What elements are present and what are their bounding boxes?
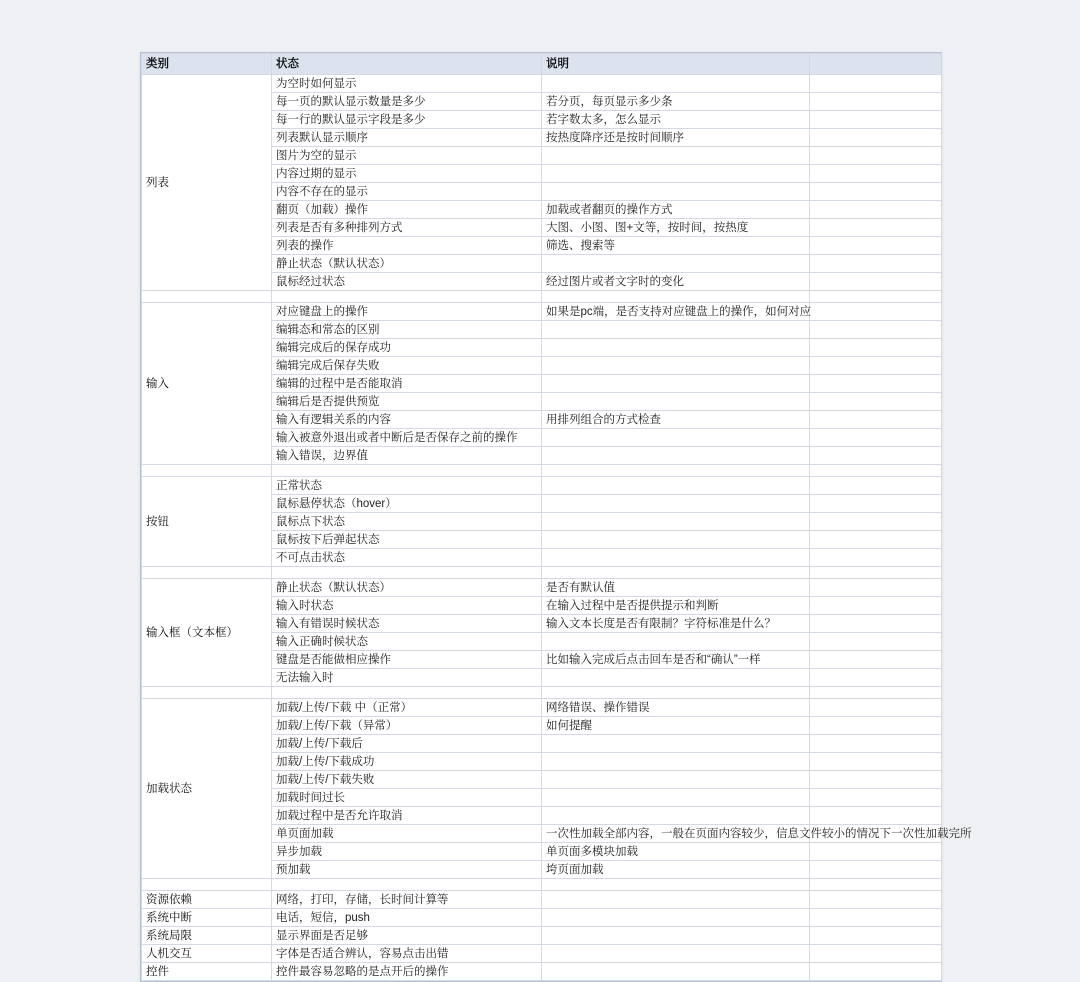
spacer-cell [142, 567, 272, 579]
description-cell[interactable] [542, 531, 810, 549]
status-cell[interactable]: 控件最容易忽略的是点开后的操作 [272, 963, 542, 981]
extra-cell[interactable] [810, 393, 942, 411]
description-cell[interactable] [542, 549, 810, 567]
extra-cell[interactable] [810, 861, 942, 879]
category-cell[interactable]: 人机交互 [142, 945, 272, 963]
status-cell[interactable]: 加载过程中是否允许取消 [272, 807, 542, 825]
description-cell[interactable]: 若分页，每页显示多少条 [542, 93, 810, 111]
extra-cell[interactable] [810, 549, 942, 567]
status-cell[interactable]: 鼠标经过状态 [272, 273, 542, 291]
extra-cell[interactable] [810, 237, 942, 255]
extra-cell[interactable] [810, 219, 942, 237]
status-cell[interactable]: 预加载 [272, 861, 542, 879]
description-cell[interactable] [542, 807, 810, 825]
status-cell[interactable]: 不可点击状态 [272, 549, 542, 567]
extra-cell[interactable] [810, 579, 942, 597]
description-cell[interactable]: 输入文本长度是否有限制？字符标准是什么？ [542, 615, 810, 633]
category-cell[interactable]: 输入 [142, 303, 272, 465]
extra-cell[interactable] [810, 753, 942, 771]
status-cell[interactable]: 输入时状态 [272, 597, 542, 615]
extra-cell[interactable] [810, 375, 942, 393]
extra-cell[interactable] [810, 321, 942, 339]
extra-cell[interactable] [810, 147, 942, 165]
status-cell[interactable]: 每一页的默认显示数量是多少 [272, 93, 542, 111]
description-cell[interactable] [542, 339, 810, 357]
description-cell[interactable] [542, 513, 810, 531]
extra-cell[interactable] [810, 735, 942, 753]
spacer-cell [272, 879, 542, 891]
table-row[interactable] [142, 699, 942, 717]
extra-cell[interactable] [810, 255, 942, 273]
description-cell[interactable]: 加载或者翻页的操作方式 [542, 201, 810, 219]
extra-cell[interactable] [810, 93, 942, 111]
description-cell[interactable]: 在输入过程中是否提供提示和判断 [542, 597, 810, 615]
status-cell[interactable]: 字体是否适合辨认，容易点击出错 [272, 945, 542, 963]
spacer-row [142, 465, 942, 477]
category-cell[interactable]: 控件 [142, 963, 272, 981]
description-cell[interactable] [542, 357, 810, 375]
extra-cell[interactable] [810, 477, 942, 495]
status-cell[interactable]: 为空时如何显示 [272, 75, 542, 93]
description-cell[interactable]: 按热度降序还是按时间顺序 [542, 129, 810, 147]
extra-cell[interactable] [810, 651, 942, 669]
extra-cell[interactable] [810, 429, 942, 447]
status-cell[interactable]: 异步加载 [272, 843, 542, 861]
description-cell[interactable] [542, 165, 810, 183]
description-cell[interactable]: 网络错误、操作错误 [542, 699, 810, 717]
spacer-cell [542, 687, 810, 699]
spacer-cell [810, 465, 942, 477]
status-cell[interactable]: 电话，短信，push [272, 909, 542, 927]
table-row[interactable] [142, 963, 942, 981]
extra-cell[interactable] [810, 843, 942, 861]
status-cell[interactable]: 翻页（加载）操作 [272, 201, 542, 219]
spacer-row [142, 567, 942, 579]
category-cell[interactable]: 输入框（文本框） [142, 579, 272, 687]
column-header-category: 类别 [142, 54, 272, 75]
extra-cell[interactable] [810, 447, 942, 465]
status-cell[interactable]: 鼠标点下状态 [272, 513, 542, 531]
extra-cell[interactable] [810, 633, 942, 651]
spacer-row [142, 687, 942, 699]
table-row[interactable] [142, 477, 942, 495]
status-cell[interactable]: 每一行的默认显示字段是多少 [272, 111, 542, 129]
description-cell[interactable] [542, 429, 810, 447]
table-row[interactable] [142, 579, 942, 597]
extra-cell[interactable] [810, 75, 942, 93]
description-cell[interactable] [542, 945, 810, 963]
table-row[interactable] [142, 891, 942, 909]
description-cell[interactable]: 大图、小图、图+文等，按时间，按热度 [542, 219, 810, 237]
spacer-cell [810, 687, 942, 699]
extra-cell[interactable] [810, 531, 942, 549]
table-body [142, 75, 972, 981]
extra-cell[interactable] [810, 339, 942, 357]
extra-cell[interactable] [810, 495, 942, 513]
extra-cell[interactable] [810, 807, 942, 825]
description-cell[interactable]: 单页面多模块加载 [542, 843, 810, 861]
description-cell[interactable] [542, 735, 810, 753]
spacer-cell [272, 687, 542, 699]
status-cell[interactable]: 编辑完成后的保存成功 [272, 339, 542, 357]
status-cell[interactable]: 加载/上传/下载（异常） [272, 717, 542, 735]
extra-cell[interactable] [810, 615, 942, 633]
description-cell[interactable] [542, 375, 810, 393]
extra-cell[interactable] [810, 927, 942, 945]
extra-cell[interactable] [810, 909, 942, 927]
checklist-table [141, 53, 972, 981]
status-cell[interactable]: 无法输入时 [272, 669, 542, 687]
extra-cell[interactable] [810, 789, 942, 807]
status-cell[interactable]: 输入被意外退出或者中断后是否保存之前的操作 [272, 429, 542, 447]
description-cell[interactable] [542, 789, 810, 807]
description-cell[interactable] [542, 963, 810, 981]
description-cell[interactable] [542, 183, 810, 201]
table-row[interactable] [142, 945, 942, 963]
status-cell[interactable]: 输入正确时候状态 [272, 633, 542, 651]
description-cell[interactable] [542, 255, 810, 273]
table-row[interactable] [142, 909, 942, 927]
extra-cell[interactable] [810, 129, 942, 147]
description-cell[interactable] [542, 495, 810, 513]
description-text: 一次性加载全部内容，一般在页面内容较少，信息文件较小的情况下一次性加载完所 [546, 827, 972, 840]
status-cell[interactable]: 输入有错误时候状态 [272, 615, 542, 633]
description-cell[interactable]: 经过图片或者文字时的变化 [542, 273, 810, 291]
spacer-cell [810, 567, 942, 579]
extra-cell[interactable] [810, 183, 942, 201]
spacer-cell [142, 465, 272, 477]
status-cell[interactable]: 加载时间过长 [272, 789, 542, 807]
status-cell[interactable]: 正常状态 [272, 477, 542, 495]
table-row[interactable] [142, 927, 942, 945]
description-cell[interactable] [542, 75, 810, 93]
extra-cell[interactable] [810, 597, 942, 615]
status-cell[interactable]: 网络，打印，存储，长时间计算等 [272, 891, 542, 909]
extra-cell[interactable] [810, 357, 942, 375]
spacer-cell [142, 291, 272, 303]
status-cell[interactable]: 静止状态（默认状态） [272, 255, 542, 273]
description-cell[interactable] [542, 909, 810, 927]
extra-cell[interactable] [810, 513, 942, 531]
spacer-cell [272, 567, 542, 579]
category-cell[interactable]: 系统中断 [142, 909, 272, 927]
spacer-cell [542, 291, 810, 303]
status-cell[interactable]: 加载/上传/下载后 [272, 735, 542, 753]
description-cell[interactable]: 比如输入完成后点击回车是否和“确认”一样 [542, 651, 810, 669]
extra-cell[interactable] [810, 717, 942, 735]
description-cell[interactable] [542, 891, 810, 909]
spacer-cell [142, 687, 272, 699]
status-cell[interactable]: 鼠标按下后弹起状态 [272, 531, 542, 549]
extra-cell[interactable] [810, 411, 942, 429]
spacer-row [142, 879, 942, 891]
status-cell[interactable]: 编辑后是否提供预览 [272, 393, 542, 411]
status-cell[interactable]: 静止状态（默认状态） [272, 579, 542, 597]
status-cell[interactable]: 加载/上传/下载 中（正常） [272, 699, 542, 717]
status-cell[interactable]: 加载/上传/下载成功 [272, 753, 542, 771]
category-cell[interactable]: 按钮 [142, 477, 272, 567]
spacer-cell [542, 879, 810, 891]
category-cell[interactable]: 系统局限 [142, 927, 272, 945]
table-header-row [142, 54, 942, 75]
description-cell[interactable] [542, 633, 810, 651]
description-cell[interactable] [542, 825, 972, 843]
status-cell[interactable]: 内容不存在的显示 [272, 183, 542, 201]
status-cell[interactable]: 对应键盘上的操作 [272, 303, 542, 321]
status-cell[interactable]: 内容过期的显示 [272, 165, 542, 183]
description-cell[interactable]: 垮页面加载 [542, 861, 810, 879]
column-header-status: 状态 [272, 54, 542, 75]
status-cell[interactable]: 显示界面是否足够 [272, 927, 542, 945]
description-cell[interactable]: 筛选、搜索等 [542, 237, 810, 255]
status-cell[interactable]: 键盘是否能做相应操作 [272, 651, 542, 669]
extra-cell[interactable] [810, 273, 942, 291]
spreadsheet-container [140, 52, 972, 982]
extra-cell[interactable] [810, 201, 942, 219]
extra-cell[interactable] [810, 111, 942, 129]
status-cell[interactable]: 列表是否有多种排列方式 [272, 219, 542, 237]
description-cell[interactable] [542, 147, 810, 165]
spacer-cell [272, 291, 542, 303]
description-cell[interactable]: 是否有默认值 [542, 579, 810, 597]
spacer-cell [142, 879, 272, 891]
column-header-description: 说明 [542, 54, 810, 75]
table-row[interactable] [142, 303, 942, 321]
status-cell[interactable]: 列表的操作 [272, 237, 542, 255]
description-cell[interactable] [542, 753, 810, 771]
description-cell[interactable]: 如何提醒 [542, 717, 810, 735]
description-cell[interactable] [542, 447, 810, 465]
extra-cell[interactable] [810, 963, 942, 981]
category-cell[interactable]: 资源依赖 [142, 891, 272, 909]
status-cell[interactable]: 加载/上传/下载失败 [272, 771, 542, 789]
extra-cell[interactable] [810, 699, 942, 717]
extra-cell[interactable] [810, 669, 942, 687]
description-cell[interactable] [542, 669, 810, 687]
description-cell[interactable]: 若字数太多，怎么显示 [542, 111, 810, 129]
column-header-extra [810, 54, 942, 75]
status-cell[interactable]: 鼠标悬停状态（hover） [272, 495, 542, 513]
spacer-cell [272, 465, 542, 477]
status-cell[interactable]: 输入错误，边界值 [272, 447, 542, 465]
description-cell[interactable] [542, 321, 810, 339]
description-cell[interactable] [542, 771, 810, 789]
description-cell[interactable]: 用排列组合的方式检查 [542, 411, 810, 429]
extra-cell[interactable] [810, 771, 942, 789]
status-cell[interactable]: 编辑态和常态的区别 [272, 321, 542, 339]
description-cell[interactable] [542, 477, 810, 495]
category-cell[interactable]: 加载状态 [142, 699, 272, 879]
status-cell[interactable]: 编辑完成后保存失败 [272, 357, 542, 375]
extra-cell[interactable] [810, 165, 942, 183]
extra-cell[interactable] [810, 891, 942, 909]
spacer-cell [810, 879, 942, 891]
spacer-cell [810, 291, 942, 303]
description-cell[interactable] [542, 927, 810, 945]
spacer-cell [542, 567, 810, 579]
status-cell[interactable]: 输入有逻辑关系的内容 [272, 411, 542, 429]
spacer-cell [542, 465, 810, 477]
extra-cell[interactable] [810, 303, 942, 321]
extra-cell[interactable] [810, 945, 942, 963]
status-cell[interactable]: 图片为空的显示 [272, 147, 542, 165]
table-row[interactable] [142, 75, 942, 93]
description-cell[interactable] [542, 393, 810, 411]
status-cell[interactable]: 单页面加载 [272, 825, 542, 843]
description-cell[interactable]: 如果是pc端，是否支持对应键盘上的操作，如何对应 [542, 303, 810, 321]
status-cell[interactable]: 列表默认显示顺序 [272, 129, 542, 147]
category-cell[interactable]: 列表 [142, 75, 272, 291]
spacer-row [142, 291, 942, 303]
status-cell[interactable]: 编辑的过程中是否能取消 [272, 375, 542, 393]
